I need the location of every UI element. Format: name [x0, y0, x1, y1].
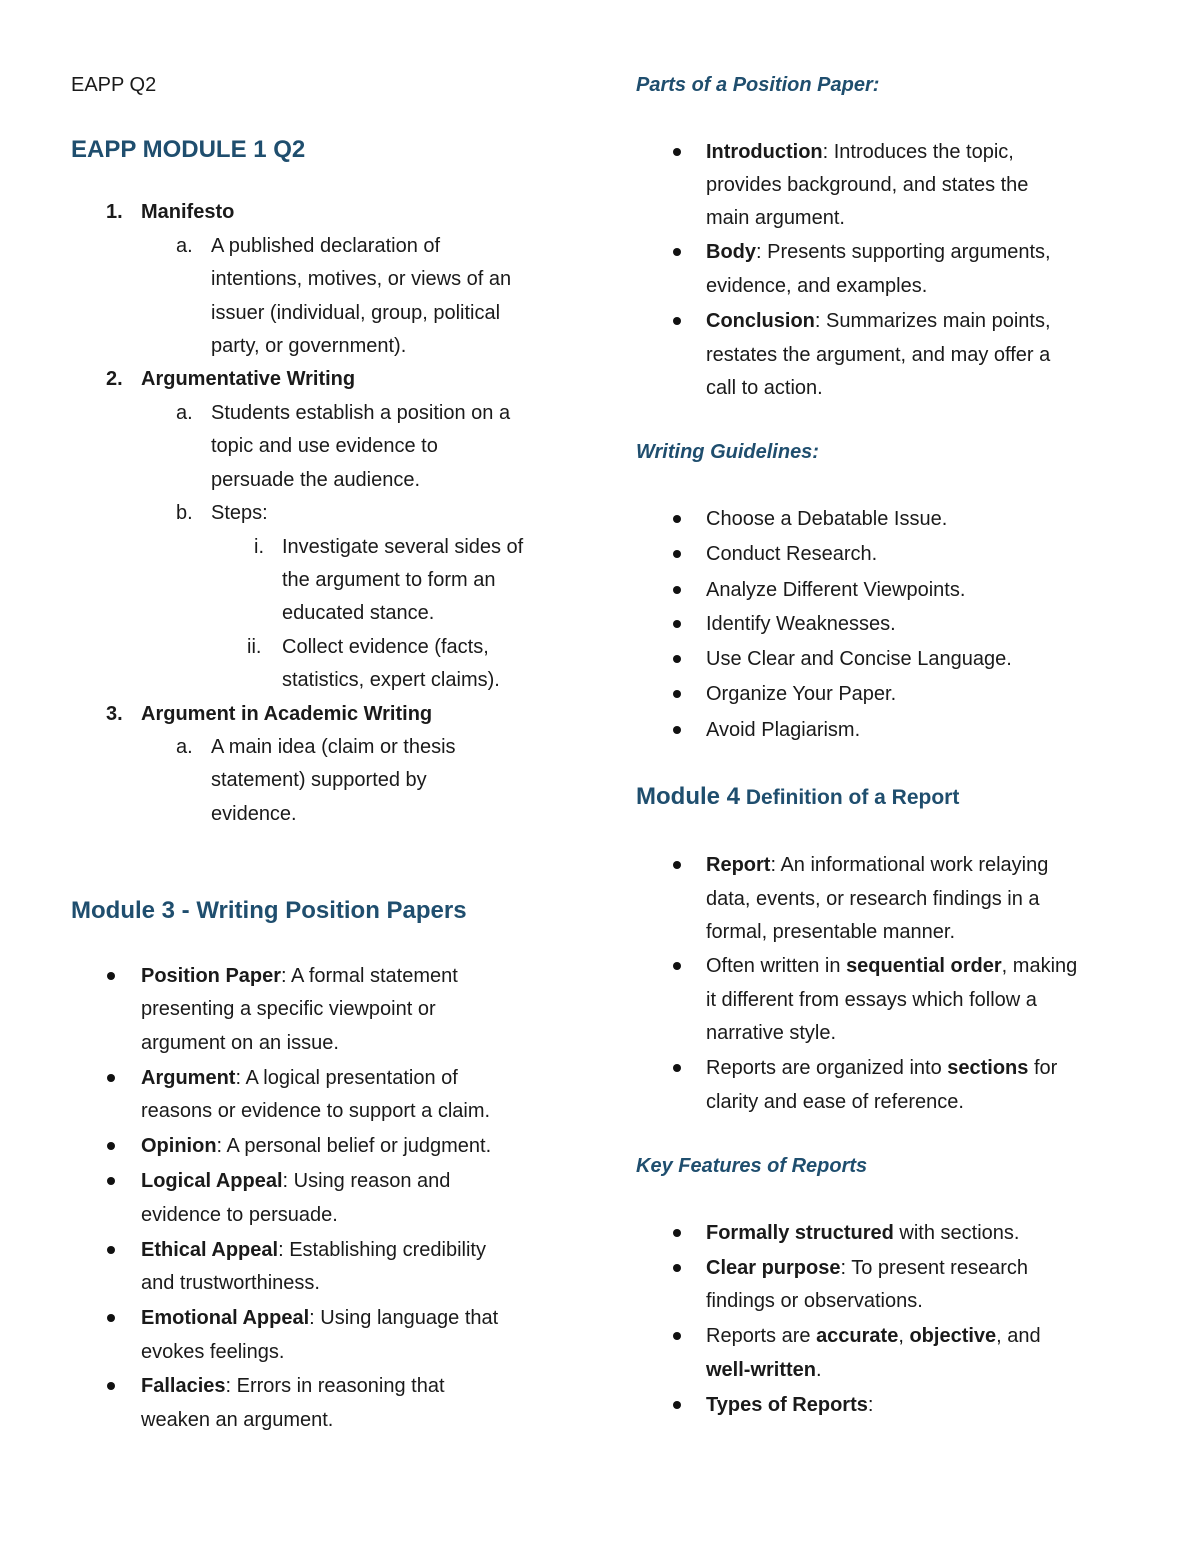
sub-list-marker: b.	[176, 502, 193, 524]
list-item-text: topic and use evidence to	[211, 435, 438, 457]
bullet-text: Position Paper: A formal statement	[141, 965, 458, 987]
list-item-text: issuer (individual, group, political	[211, 302, 501, 324]
list-item-text: Collect evidence (facts,	[282, 636, 489, 658]
bullet-text: evidence to persuade.	[141, 1204, 338, 1226]
list-item-text: educated stance.	[282, 602, 435, 624]
list-item-title: Argument in Academic Writing	[141, 703, 433, 725]
bullet-icon	[107, 1246, 115, 1254]
bullet-text: reasons or evidence to support a claim.	[141, 1100, 491, 1122]
page-title: EAPP MODULE 1 Q2	[71, 136, 306, 163]
bullet-text: Logical Appeal: Using reason and	[141, 1170, 451, 1192]
bullet-text: Body: Presents supporting arguments,	[706, 241, 1051, 263]
section-heading: Writing Guidelines:	[636, 441, 819, 463]
bullet-text: evidence, and examples.	[706, 275, 928, 297]
bullet-icon	[107, 1142, 115, 1150]
bullet-icon	[107, 1177, 115, 1185]
list-number: 1.	[106, 201, 123, 223]
sub-list-marker: a.	[176, 402, 193, 424]
bullet-text: formal, presentable manner.	[706, 921, 956, 943]
list-item-text: A published declaration of	[211, 235, 441, 257]
list-item-text: Steps:	[211, 502, 268, 524]
bullet-text: clarity and ease of reference.	[706, 1091, 964, 1113]
bullet-icon	[673, 317, 681, 325]
bullet-text: Analyze Different Viewpoints.	[706, 579, 966, 601]
bullet-text: Argument: A logical presentation of	[141, 1067, 458, 1089]
bullet-icon	[673, 550, 681, 558]
bullet-icon	[107, 1074, 115, 1082]
bullet-text: Conclusion: Summarizes main points,	[706, 310, 1051, 332]
bullet-icon	[107, 972, 115, 980]
bullet-text: Choose a Debatable Issue.	[706, 508, 948, 530]
list-item-text: Students establish a position on a	[211, 402, 511, 424]
bullet-text: Opinion: A personal belief or judgment.	[141, 1135, 492, 1157]
section-heading: Parts of a Position Paper:	[636, 74, 880, 96]
bullet-text: evokes feelings.	[141, 1341, 285, 1363]
bullet-text: Formally structured with sections.	[706, 1222, 1020, 1244]
bullet-icon	[673, 861, 681, 869]
sub-sub-list-marker: i.	[254, 536, 264, 558]
list-item-text: the argument to form an	[282, 569, 496, 591]
sub-list-marker: a.	[176, 736, 193, 758]
bullet-icon	[673, 620, 681, 628]
bullet-text: data, events, or research findings in a	[706, 888, 1040, 910]
bullet-text: Emotional Appeal: Using language that	[141, 1307, 499, 1329]
bullet-icon	[673, 962, 681, 970]
bullet-text: Ethical Appeal: Establishing credibility	[141, 1239, 486, 1261]
bullet-text: Conduct Research.	[706, 543, 878, 565]
bullet-text: Organize Your Paper.	[706, 683, 897, 705]
bullet-text: call to action.	[706, 377, 823, 399]
sub-list-marker: a.	[176, 235, 193, 257]
bullet-text: Types of Reports:	[706, 1394, 874, 1416]
bullet-text: Often written in sequential order, making	[706, 955, 1078, 977]
bullet-icon	[107, 1314, 115, 1322]
bullet-icon	[673, 1401, 681, 1409]
bullet-icon	[107, 1382, 115, 1390]
list-item-text: A main idea (claim or thesis	[211, 736, 456, 758]
list-item-title: Manifesto	[141, 201, 235, 223]
bullet-text: Reports are organized into sections for	[706, 1057, 1058, 1079]
bullet-text: restates the argument, and may offer a	[706, 344, 1051, 366]
bullet-text: Use Clear and Concise Language.	[706, 648, 1012, 670]
list-item-text: persuade the audience.	[211, 469, 421, 491]
bullet-text: Avoid Plagiarism.	[706, 719, 861, 741]
bullet-text: Reports are accurate, objective, and	[706, 1325, 1041, 1347]
bullet-text: presenting a specific viewpoint or	[141, 998, 436, 1020]
bullet-icon	[673, 690, 681, 698]
bullet-icon	[673, 586, 681, 594]
document-header: EAPP Q2	[71, 74, 157, 96]
list-number: 3.	[106, 703, 123, 725]
bullet-text: main argument.	[706, 207, 845, 229]
bullet-text: Clear purpose: To present research	[706, 1257, 1028, 1279]
bullet-text: argument on an issue.	[141, 1032, 339, 1054]
bullet-icon	[673, 1264, 681, 1272]
bullet-text: well-written.	[706, 1359, 822, 1381]
sub-sub-list-marker: ii.	[247, 636, 262, 658]
bullet-icon	[673, 1064, 681, 1072]
section-heading: Module 4 Definition of a Report	[636, 783, 960, 810]
list-item-title: Argumentative Writing	[141, 368, 356, 390]
list-item-text: statement) supported by	[211, 769, 427, 791]
list-number: 2.	[106, 368, 123, 390]
bullet-icon	[673, 726, 681, 734]
list-item-text: intentions, motives, or views of an	[211, 268, 512, 290]
section-heading: Module 3 - Writing Position Papers	[71, 897, 467, 924]
bullet-icon	[673, 515, 681, 523]
bullet-text: and trustworthiness.	[141, 1272, 320, 1294]
list-item-text: evidence.	[211, 803, 297, 825]
bullet-icon	[673, 1332, 681, 1340]
list-item-text: statistics, expert claims).	[282, 669, 500, 691]
bullet-text: Identify Weaknesses.	[706, 613, 896, 635]
bullet-icon	[673, 148, 681, 156]
bullet-text: provides background, and states the	[706, 174, 1029, 196]
section-heading: Key Features of Reports	[636, 1155, 868, 1177]
bullet-icon	[673, 248, 681, 256]
bullet-text: weaken an argument.	[141, 1409, 334, 1431]
bullet-text: it different from essays which follow a	[706, 989, 1037, 1011]
list-item-text: party, or government).	[211, 335, 407, 357]
bullet-icon	[673, 655, 681, 663]
list-item-text: Investigate several sides of	[282, 536, 524, 558]
bullet-text: findings or observations.	[706, 1290, 923, 1312]
bullet-text: Report: An informational work relaying	[706, 854, 1049, 876]
bullet-text: narrative style.	[706, 1022, 837, 1044]
bullet-text: Introduction: Introduces the topic,	[706, 141, 1014, 163]
bullet-text: Fallacies: Errors in reasoning that	[141, 1375, 445, 1397]
bullet-icon	[673, 1229, 681, 1237]
